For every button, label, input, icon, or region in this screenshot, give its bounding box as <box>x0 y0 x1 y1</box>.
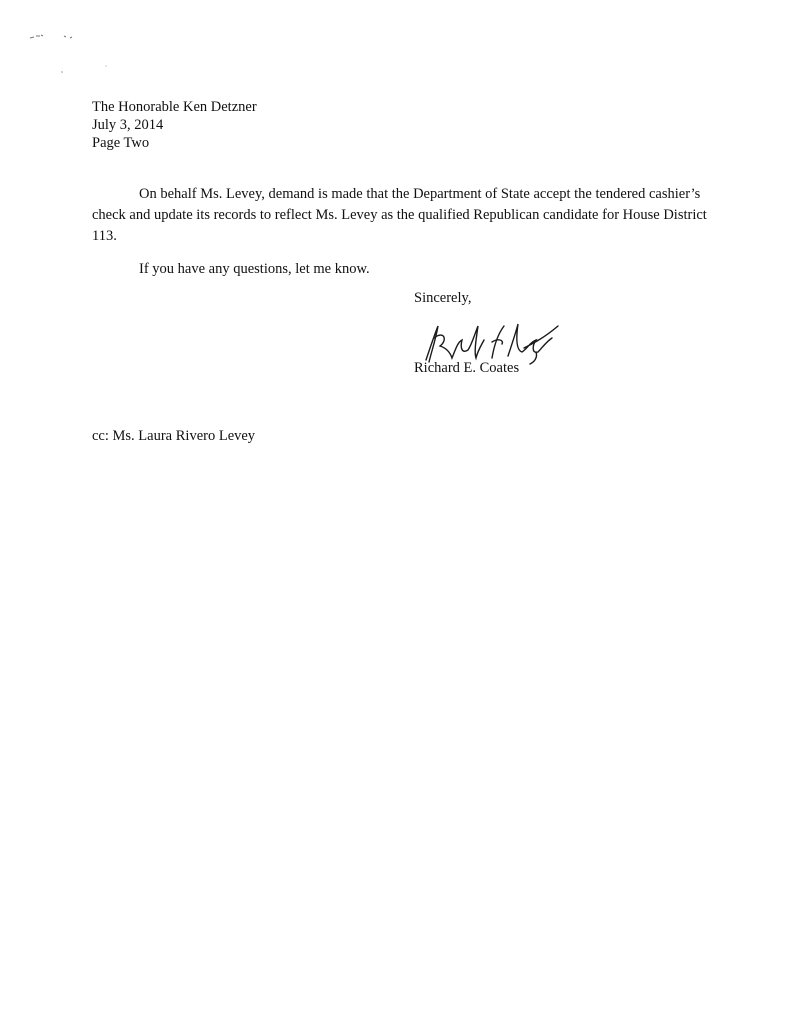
paragraph-1-text: On behalf Ms. Levey, demand is made that the Department of State accept the tendered cashier’s check and update its records to reflect Ms. Levey as the qualified Republican candidate for House District 113. <box>92 186 707 244</box>
recipient-line: The Honorable Ken Detzner <box>92 99 257 115</box>
body-paragraph-2 <box>92 259 712 280</box>
cc-line: cc: Ms. Laura Rivero Levey <box>92 428 256 444</box>
scan-specks <box>28 30 118 80</box>
letter-heading <box>92 98 257 152</box>
body-paragraph-1 <box>92 184 712 247</box>
signer-name: Richard E. Coates <box>414 360 520 376</box>
paragraph-2-text: If you have any questions, let me know. <box>139 261 370 277</box>
handwritten-signature <box>412 318 562 366</box>
page-label: Page Two <box>92 135 150 151</box>
closing-line: Sincerely, <box>414 290 472 306</box>
date-line: July 3, 2014 <box>92 117 164 133</box>
